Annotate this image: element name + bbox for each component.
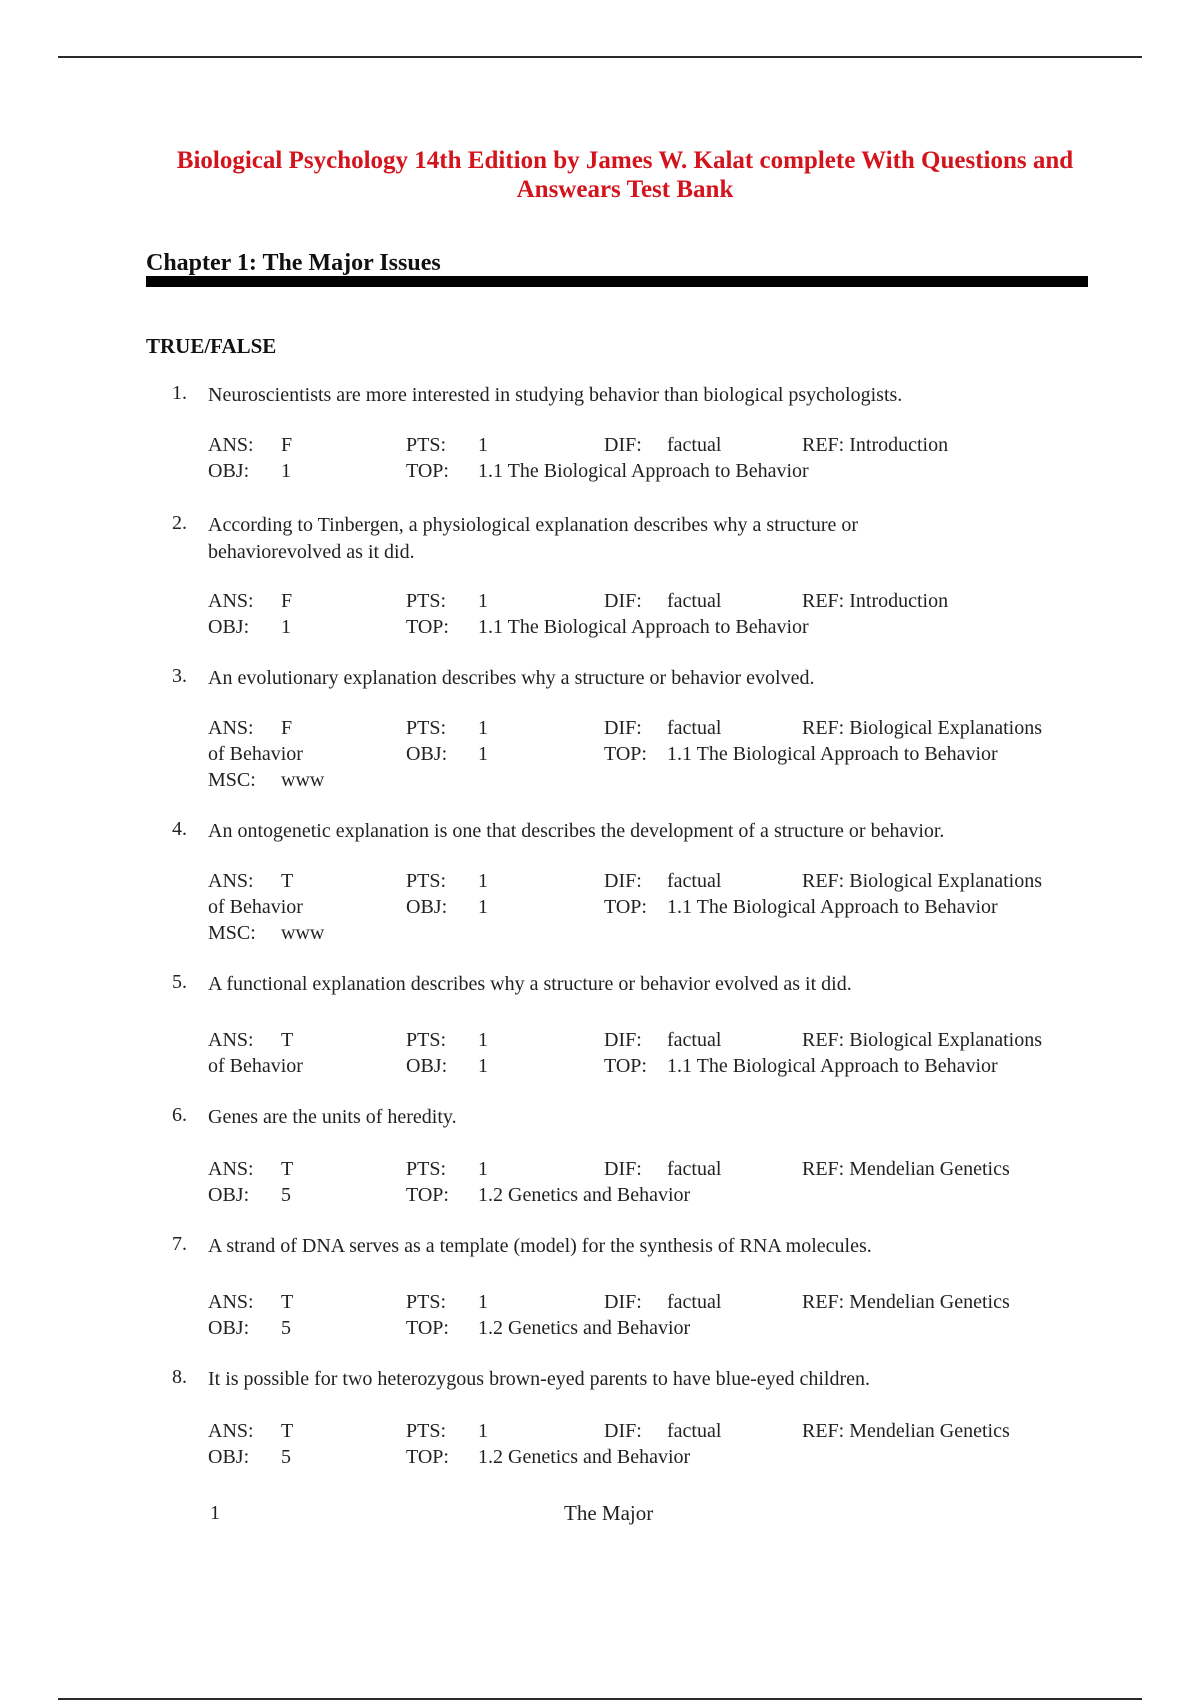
obj-label: OBJ: (208, 460, 250, 482)
metadata-row (208, 715, 1108, 741)
obj-label: OBJ: (208, 1184, 250, 1206)
dif-label: DIF: (604, 1158, 642, 1180)
ans-value: F (281, 434, 293, 456)
obj-value: 1 (281, 616, 291, 638)
answer-metadata (208, 868, 1108, 946)
obj-value: 5 (281, 1317, 291, 1339)
ans-value: T (281, 1029, 294, 1051)
ans-label: ANS: (208, 870, 254, 892)
obj-value: 1 (281, 460, 291, 482)
top-label: TOP: (406, 1317, 449, 1339)
question-stem (208, 382, 1068, 409)
answer-metadata (208, 1027, 1108, 1079)
dif-value: factual (667, 434, 722, 456)
question-stem (208, 1104, 1068, 1131)
metadata-row (208, 1182, 1108, 1208)
obj-label: OBJ: (208, 1317, 250, 1339)
dif-value: factual (667, 590, 722, 612)
top-value: 1.2 Genetics and Behavior (478, 1446, 691, 1468)
footer-page-number: 1 (210, 1502, 220, 1524)
pts-label: PTS: (406, 1291, 447, 1313)
metadata-row (208, 1315, 1108, 1341)
ans-label: ANS: (208, 1158, 254, 1180)
obj-label: OBJ: (406, 1055, 448, 1077)
top-value: 1.1 The Biological Approach to Behavior (667, 1055, 998, 1077)
pts-value: 1 (478, 1291, 488, 1313)
ans-value: T (281, 1420, 294, 1442)
pts-value: 1 (478, 434, 488, 456)
ref-continuation: of Behavior (208, 743, 303, 765)
question-number: 3. (172, 665, 187, 687)
top-label: TOP: (406, 460, 449, 482)
dif-value: factual (667, 1291, 722, 1313)
ref-continuation: of Behavior (208, 896, 303, 918)
pts-value: 1 (478, 590, 488, 612)
metadata-row (208, 432, 1108, 458)
metadata-row (208, 1027, 1108, 1053)
ref-value: REF: Biological Explanations (802, 870, 1042, 892)
ans-value: T (281, 870, 294, 892)
metadata-row (208, 741, 1108, 767)
question-stem-line: A strand of DNA serves as a template (model) for the synthesis of RNA molecules. (208, 1235, 872, 1257)
obj-label: OBJ: (406, 896, 448, 918)
pts-value: 1 (478, 870, 488, 892)
pts-label: PTS: (406, 717, 447, 739)
dif-label: DIF: (604, 434, 642, 456)
question-stem-line: An evolutionary explanation describes why a structure or behavior evolved. (208, 667, 815, 689)
dif-label: DIF: (604, 1029, 642, 1051)
question-stem-line: It is possible for two heterozygous brown-eyed parents to have blue-eyed children. (208, 1368, 871, 1390)
top-label: TOP: (406, 1184, 449, 1206)
ref-value: REF: Biological Explanations (802, 1029, 1042, 1051)
question-number: 1. (172, 382, 187, 404)
pts-label: PTS: (406, 1158, 447, 1180)
ref-value: REF: Introduction (802, 590, 949, 612)
metadata-row (208, 1444, 1108, 1470)
answer-metadata (208, 432, 1108, 484)
chapter-underline-bar (146, 276, 1088, 287)
question-number: 8. (172, 1366, 187, 1388)
dif-value: factual (667, 870, 722, 892)
footer-running-title: The Major (564, 1501, 654, 1525)
dif-label: DIF: (604, 1420, 642, 1442)
question-stem-line: An ontogenetic explanation is one that describes the development of a structure or behavior. (208, 820, 945, 842)
question-stem (208, 665, 1068, 692)
ans-value: F (281, 590, 293, 612)
top-label: TOP: (604, 896, 647, 918)
question-number: 6. (172, 1104, 187, 1126)
pts-label: PTS: (406, 590, 447, 612)
ref-value: REF: Introduction (802, 434, 949, 456)
ref-value: REF: Mendelian Genetics (802, 1420, 1010, 1442)
question-stem-line: According to Tinbergen, a physiological explanation describes why a structure or (208, 514, 859, 536)
obj-label: OBJ: (208, 616, 250, 638)
ref-value: REF: Biological Explanations (802, 717, 1042, 739)
answer-metadata (208, 1418, 1108, 1470)
top-label: TOP: (406, 616, 449, 638)
msc-value: www (281, 769, 325, 791)
ref-value: REF: Mendelian Genetics (802, 1291, 1010, 1313)
chapter-heading: Chapter 1: The Major Issues (146, 250, 441, 276)
pts-label: PTS: (406, 870, 447, 892)
top-label: TOP: (604, 743, 647, 765)
question-number: 2. (172, 512, 187, 534)
ans-label: ANS: (208, 1291, 254, 1313)
obj-label: OBJ: (208, 1446, 250, 1468)
document-title (130, 146, 1120, 204)
top-value: 1.1 The Biological Approach to Behavior (667, 743, 998, 765)
top-value: 1.2 Genetics and Behavior (478, 1317, 691, 1339)
metadata-row (208, 1156, 1108, 1182)
dif-label: DIF: (604, 717, 642, 739)
top-value: 1.1 The Biological Approach to Behavior (478, 616, 809, 638)
answer-metadata (208, 1156, 1108, 1208)
msc-label: MSC: (208, 769, 256, 791)
ans-value: T (281, 1158, 294, 1180)
dif-label: DIF: (604, 1291, 642, 1313)
metadata-row (208, 1418, 1108, 1444)
obj-value: 5 (281, 1184, 291, 1206)
pts-value: 1 (478, 1420, 488, 1442)
metadata-row (208, 894, 1108, 920)
metadata-row (208, 868, 1108, 894)
metadata-row (208, 614, 1108, 640)
ans-label: ANS: (208, 1420, 254, 1442)
dif-value: factual (667, 1420, 722, 1442)
section-heading: TRUE/FALSE (146, 334, 277, 358)
question-number: 4. (172, 818, 187, 840)
ref-continuation: of Behavior (208, 1055, 303, 1077)
question-stem-line: A functional explanation describes why a structure or behavior evolved as it did. (208, 973, 852, 995)
top-rule (58, 56, 1142, 58)
answer-metadata (208, 715, 1108, 793)
dif-label: DIF: (604, 870, 642, 892)
ans-value: T (281, 1291, 294, 1313)
pts-label: PTS: (406, 434, 447, 456)
question-number: 7. (172, 1233, 187, 1255)
dif-value: factual (667, 1158, 722, 1180)
question-stem-line: behaviorevolved as it did. (208, 541, 415, 563)
obj-value: 1 (478, 1055, 488, 1077)
dif-value: factual (667, 717, 722, 739)
metadata-row (208, 458, 1108, 484)
pts-value: 1 (478, 1158, 488, 1180)
question-stem (208, 971, 1068, 998)
answer-metadata (208, 588, 1108, 640)
question-stem (208, 1233, 1068, 1260)
answer-metadata (208, 1289, 1108, 1341)
top-value: 1.1 The Biological Approach to Behavior (478, 460, 809, 482)
dif-label: DIF: (604, 590, 642, 612)
metadata-row (208, 1289, 1108, 1315)
top-label: TOP: (604, 1055, 647, 1077)
ans-label: ANS: (208, 434, 254, 456)
pts-label: PTS: (406, 1029, 447, 1051)
msc-label: MSC: (208, 922, 256, 944)
msc-value: www (281, 922, 325, 944)
metadata-row (208, 920, 1108, 946)
question-stem (208, 818, 1068, 845)
metadata-row (208, 588, 1108, 614)
metadata-row (208, 767, 1108, 793)
question-stem-line: Genes are the units of heredity. (208, 1106, 457, 1128)
metadata-row (208, 1053, 1108, 1079)
ans-label: ANS: (208, 717, 254, 739)
title-line-2: Answears Test Bank (516, 176, 734, 203)
ans-value: F (281, 717, 293, 739)
question-stem (208, 512, 1068, 566)
question-number: 5. (172, 971, 187, 993)
pts-value: 1 (478, 1029, 488, 1051)
question-stem-line: Neuroscientists are more interested in studying behavior than biological psychologists. (208, 384, 903, 406)
obj-value: 1 (478, 743, 488, 765)
pts-label: PTS: (406, 1420, 447, 1442)
top-value: 1.1 The Biological Approach to Behavior (667, 896, 998, 918)
ans-label: ANS: (208, 1029, 254, 1051)
top-label: TOP: (406, 1446, 449, 1468)
pts-value: 1 (478, 717, 488, 739)
top-value: 1.2 Genetics and Behavior (478, 1184, 691, 1206)
ans-label: ANS: (208, 590, 254, 612)
ref-value: REF: Mendelian Genetics (802, 1158, 1010, 1180)
obj-value: 1 (478, 896, 488, 918)
title-line-1: Biological Psychology 14th Edition by James W. Kalat complete With Questions and (176, 147, 1074, 174)
question-stem (208, 1366, 1068, 1393)
dif-value: factual (667, 1029, 722, 1051)
obj-label: OBJ: (406, 743, 448, 765)
obj-value: 5 (281, 1446, 291, 1468)
